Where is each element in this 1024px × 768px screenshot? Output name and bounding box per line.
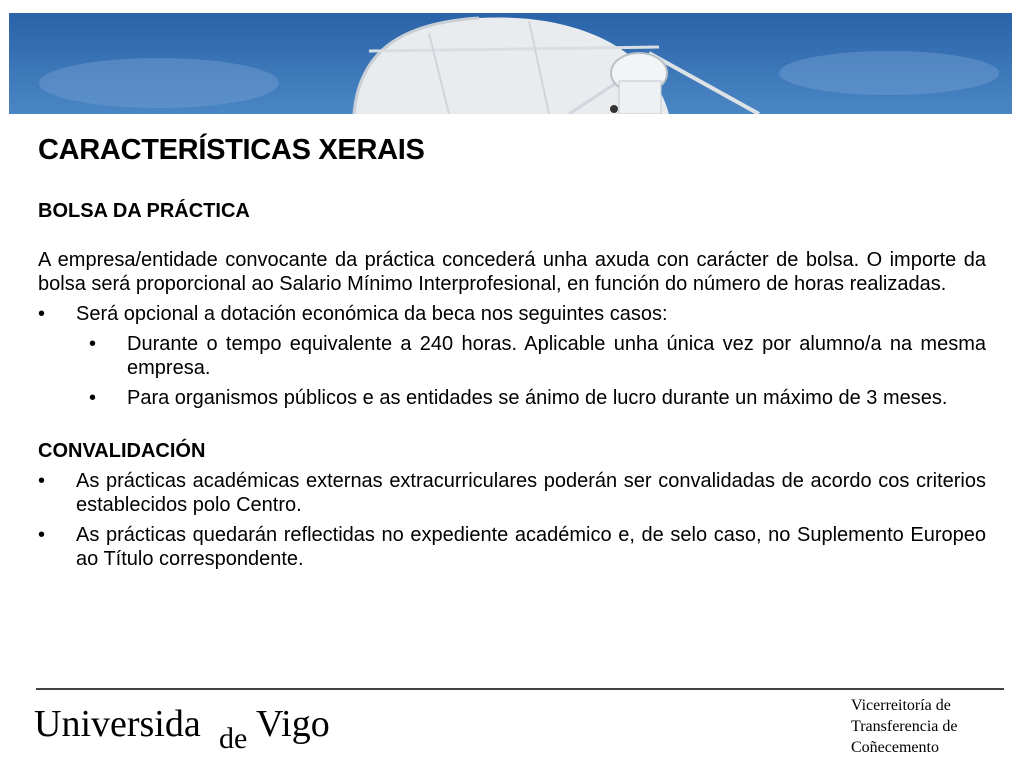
- bolsa-subbullet-1: [89, 332, 986, 380]
- bolsa-subbullet-2: [89, 386, 986, 410]
- logo-text-vigo: Vigo: [256, 703, 330, 745]
- bullet-marker: •: [38, 303, 46, 325]
- slide-title: CARACTERÍSTICAS XERAIS: [38, 134, 425, 166]
- bullet-marker: •: [38, 470, 46, 492]
- bullet-marker: •: [89, 387, 97, 409]
- convalidacion-bullet-1: [38, 469, 986, 517]
- bullet-marker: •: [89, 333, 97, 355]
- logo-text-de: de: [219, 722, 248, 755]
- vice-line-1: Vicerreitoría de: [851, 697, 951, 714]
- section-heading-convalidacion: CONVALIDACIÓN: [38, 440, 206, 462]
- bullet-text: Para organismos públicos e as entidades se ánimo de lucro durante un máximo de 3 meses.: [127, 387, 948, 409]
- vicerreitoria-label: [851, 695, 957, 758]
- header-banner-image: [9, 13, 1012, 114]
- vice-line-2: Transferencia de: [851, 718, 958, 735]
- convalidacion-bullet-2: [38, 523, 986, 571]
- bullet-text: As prácticas quedarán reflectidas no expediente académico e, de selo caso, no Suplemento Europeo ao Título correspondente.: [76, 524, 986, 570]
- section-heading-bolsa: BOLSA DA PRÁCTICA: [38, 200, 250, 222]
- logo-text-universidade: Universida: [34, 703, 201, 745]
- bullet-text: Durante o tempo equivalente a 240 horas. Aplicable unha única vez por alumno/a na mesma empresa.: [127, 333, 986, 379]
- bullet-text: As prácticas académicas externas extracurriculares poderán ser convalidadas de acordo cos criterios establecidos polo Centro.: [76, 470, 986, 516]
- slide-content: [38, 132, 986, 571]
- university-logo: [34, 700, 334, 760]
- vice-line-3: Coñecemento: [851, 739, 939, 756]
- bullet-text: Será opcional a dotación económica da beca nos seguintes casos:: [76, 303, 668, 325]
- footer-divider: [36, 688, 1004, 690]
- bolsa-bullet: [38, 302, 986, 326]
- bolsa-paragraph: A empresa/entidade convocante da práctica concederá unha axuda con carácter de bolsa. O importe da bolsa será proporcional ao Salario Mínimo Interprofesional, en función do número de horas realizadas.: [38, 249, 986, 295]
- bullet-marker: •: [38, 524, 46, 546]
